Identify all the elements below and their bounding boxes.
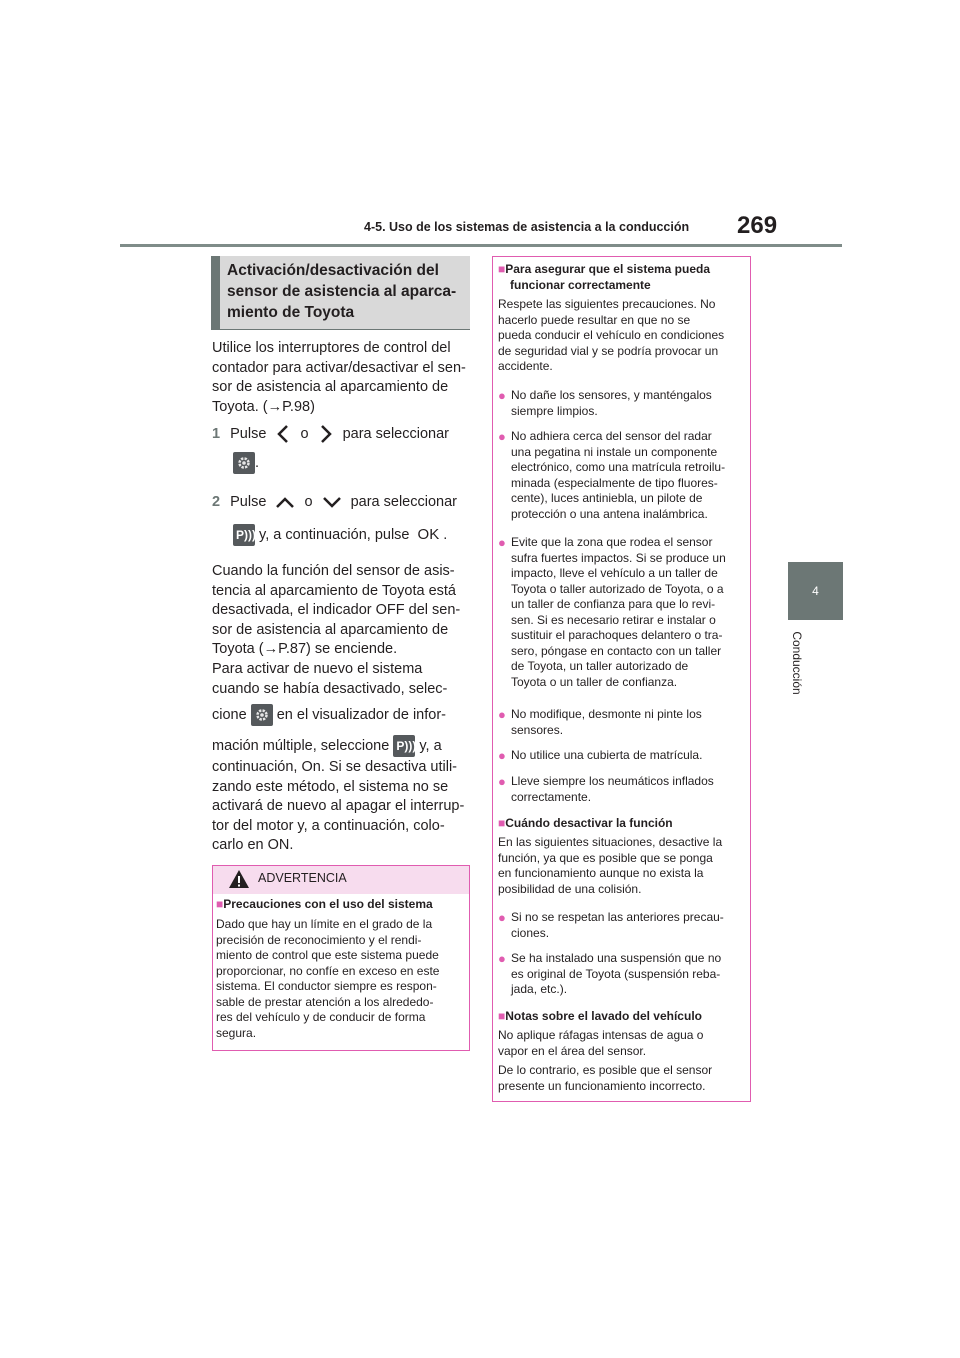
parking-sensor-icon: P))) [233, 524, 255, 546]
reactivate-line-icon-2 [212, 735, 442, 757]
text-line: correctamente. [511, 789, 592, 804]
step-text: . [443, 526, 448, 543]
text-line: sensores. [511, 722, 564, 737]
step-number: 2 [212, 494, 221, 510]
text-line: zando este método, el sistema no se [212, 778, 449, 795]
text-line: Utilice los interruptores de control del [212, 340, 451, 356]
paragraph-reactivate-end [212, 758, 470, 856]
warning-subhead: ■Precauciones con el uso del sistema [216, 897, 433, 911]
text-line: segura. [216, 1025, 257, 1040]
text-line: cente), luces antiniebla, un pilote de [511, 491, 703, 505]
text-line: protección o una antena inalámbrica. [511, 506, 708, 521]
text-line: contador para activar/desactivar el sen- [212, 359, 466, 376]
text-line: electrónico, como una matrícula retroilu- [511, 460, 726, 474]
heading-text: Para asegurar que el sistema pueda [505, 262, 711, 276]
text-line: cione [212, 706, 247, 723]
text-line: No adhiera cerca del sensor del radar [511, 429, 712, 443]
text-line: Toyota (→P.87) se enciende. [212, 641, 398, 657]
settings-gear-icon [233, 452, 255, 474]
list-item: ● No adhiera cerca del sensor del radar una pegatina ni instale un componente electrónico, como una matrícula retroilu- minada (especialmente de tipo fluores- cente), luces antiniebla, un pilote de protección o una antena inalámbrica. [498, 429, 748, 522]
text-line: presente un funcionamiento incorrecto. [498, 1078, 706, 1093]
text-line: sable de prestar atención a los alrededo- [216, 994, 434, 1009]
parking-sensor-icon: P))) [393, 735, 415, 757]
heading-text: Notas sobre el lavado del vehículo [505, 1009, 702, 1023]
text-line: No dañe los sensores, y manténgalos [511, 388, 712, 402]
text-line: y, a [419, 737, 442, 754]
text-line: sor de asistencia al aparcamiento de [212, 621, 449, 638]
text-line: accidente. [498, 359, 553, 373]
text-line: Evite que la zona que rodea el sensor [511, 535, 713, 549]
warning-text [216, 917, 468, 1041]
text-line: ciones. [511, 925, 550, 940]
text-line: mación múltiple, seleccione [212, 737, 390, 754]
note-heading-2: ■Cuándo desactivar la función [498, 816, 673, 830]
text-line: desactivada, el indicador OFF del sen- [212, 602, 461, 618]
text-line: res del vehículo y de conducir de forma [216, 1010, 426, 1024]
note-heading-1: ■Para asegurar que el sistema pueda funcionar correctamente [498, 262, 748, 293]
chevron-down-icon [322, 495, 342, 509]
step-text: . [255, 454, 260, 471]
heading-line: sensor de asistencia al aparca- [227, 283, 457, 300]
step-1 [212, 424, 449, 444]
list-item: ● Se ha instalado una suspensión que no es original de Toyota (suspensión reba- jada, etc.). [498, 951, 748, 998]
step-text: o [304, 494, 313, 510]
text-line: Lleve siempre los neumáticos inflados [511, 774, 714, 788]
text-line: miento de control que este sistema puede [216, 948, 439, 962]
chevron-right-icon [319, 424, 333, 444]
text-line: No utilice una cubierta de matrícula. [511, 748, 703, 762]
heading-line: Activación/desactivación del [227, 262, 439, 279]
text-line: sor de asistencia al aparcamiento de [212, 379, 449, 395]
settings-gear-icon [251, 704, 273, 726]
step-text: Pulse [230, 494, 267, 510]
text-line: tencia al aparcamiento de Toyota está [212, 582, 456, 599]
list-item: ● No dañe los sensores, y manténgalos siempre limpios. [498, 388, 748, 419]
section-title: 4-5. Uso de los sistemas de asistencia a la conducción [364, 220, 690, 234]
text-line: Para activar de nuevo el sistema [212, 661, 423, 677]
text-line: No modifique, desmonte ni pinte los [511, 707, 702, 721]
warning-triangle-icon [228, 869, 250, 889]
paragraph-off-indicator [212, 562, 470, 660]
text-line: siempre limpios. [511, 403, 598, 418]
text-line: No aplique ráfagas intensas de agua o [498, 1028, 704, 1042]
chevron-left-icon [276, 424, 290, 444]
header-rule [120, 244, 842, 247]
text-line: Toyota. (→P.98) [212, 398, 315, 415]
heading-text: Cuándo desactivar la función [505, 816, 673, 830]
text-line: cuando se había desactivado, selec- [212, 680, 448, 697]
text-line: continuación, On. Si se desactiva utili- [212, 759, 458, 775]
text-line: Toyota o taller autorizado de Toyota, o a [511, 581, 724, 596]
text-line: sero, póngase en contacto con un taller [511, 643, 722, 658]
text-line: Respete las siguientes precauciones. No [498, 297, 716, 311]
heading-line: miento de Toyota [227, 304, 355, 321]
list-item: ● Si no se respetan las anteriores precau- ciones. [498, 910, 748, 941]
warning-title: ADVERTENCIA [258, 871, 347, 885]
text-line: un taller de confianza para que lo revi- [511, 597, 716, 611]
text-line: de Toyota, un taller autorizado de [511, 659, 689, 673]
text-line: de seguridad vial y se podría provocar un [498, 343, 719, 358]
step-1-icon-line [233, 452, 259, 474]
text-line: activará de nuevo al apagar el interrup- [212, 798, 465, 814]
text-line: sistema. El conductor siempre es respon- [216, 979, 437, 993]
chevron-up-icon [275, 495, 295, 509]
text-line: precisión de reconocimiento y el rendi- [216, 932, 422, 947]
step-text: para seleccionar [342, 425, 449, 442]
text-line: tor del motor y, a continuación, colo- [212, 817, 445, 834]
text-line: función, ya que es posible que se ponga [498, 850, 713, 865]
text-line: sustituir el parachoques delantero o tra- [511, 628, 723, 642]
text-line: carlo en ON. [212, 837, 294, 853]
warning-subhead-text: Precauciones con el uso del sistema [223, 897, 433, 911]
text-line: en el visualizador de infor- [276, 706, 446, 723]
step-text: Pulse [230, 425, 267, 442]
note-heading-3: ■Notas sobre el lavado del vehículo [498, 1009, 702, 1023]
text-line: vapor en el área del sensor. [498, 1043, 647, 1058]
chapter-number: 4 [812, 584, 819, 598]
paragraph-reactivate [212, 660, 470, 699]
note-paragraph-1 [498, 297, 748, 375]
text-line: Dado que hay un límite en el grado de la [216, 917, 433, 931]
note-paragraph-2 [498, 835, 748, 897]
list-item: ● Evite que la zona que rodea el sensor sufra fuertes impactos. Si se produce un impacto, lleve el vehículo a un taller de Toyota o taller autorizado de Toyota, o a un taller de confianza para que lo revi- sen. Si es necesario retirar e instalar o sustituir el parachoques delantero o tra- sero, póngase en contacto con un taller de Toyota, un taller autorizado de Toyota o un taller de confianza. [498, 535, 748, 690]
reactivate-line-icon [212, 704, 446, 726]
section-heading [211, 256, 470, 330]
text-line: posibilidad de una colisión. [498, 881, 642, 896]
text-line: sufra fuertes impactos. Si se produce un [511, 550, 726, 565]
text-line: Se ha instalado una suspensión que no [511, 951, 722, 965]
text-line: hacerlo puede resultar en que no se [498, 312, 691, 327]
text-line: De lo contrario, es posible que el sensor [498, 1063, 713, 1077]
list-item: ● No utilice una cubierta de matrícula. [498, 748, 748, 764]
intro-paragraph [212, 339, 470, 417]
text-line: es original de Toyota (suspensión reba- [511, 966, 721, 981]
step-number: 1 [212, 425, 221, 442]
text-line: jada, etc.). [511, 982, 568, 996]
text-line: una pegatina ni instale un componente [511, 444, 718, 459]
step-text: para seleccionar [350, 494, 457, 510]
step-2-line-2 [233, 524, 447, 546]
chapter-tab [788, 562, 843, 620]
note-paragraph-3 [498, 1028, 748, 1059]
note-paragraph-4 [498, 1063, 748, 1094]
step-text: y, a continuación, pulse [259, 526, 410, 543]
ok-button-glyph: OK [417, 525, 440, 543]
text-line: proporcionar, no confíe en exceso en este [216, 963, 440, 978]
page-number: 269 [737, 212, 778, 239]
text-line: Toyota o un taller de confianza. [511, 674, 678, 689]
heading-text: funcionar correctamente [510, 277, 651, 292]
text-line: en funcionamiento aunque no exista la [498, 866, 704, 880]
text-line: pueda conducir el vehículo en condiciones [498, 328, 725, 342]
text-line: En las siguientes situaciones, desactive la [498, 835, 723, 849]
text-line: impacto, lleve el vehículo a un taller de [511, 566, 718, 580]
text-line: sen. Si es necesario retirar e instalar o [511, 612, 716, 627]
text-line: minada (especialmente de tipo fluores- [511, 475, 718, 490]
step-2 [212, 493, 457, 513]
list-item: ● No modifique, desmonte ni pinte los sensores. [498, 707, 748, 738]
list-item: ● Lleve siempre los neumáticos inflados correctamente. [498, 774, 748, 805]
text-line: Si no se respetan las anteriores precau- [511, 910, 724, 924]
chapter-label: Conducción [790, 631, 804, 695]
text-line: Cuando la función del sensor de asis- [212, 563, 455, 579]
step-text: o [300, 425, 309, 442]
